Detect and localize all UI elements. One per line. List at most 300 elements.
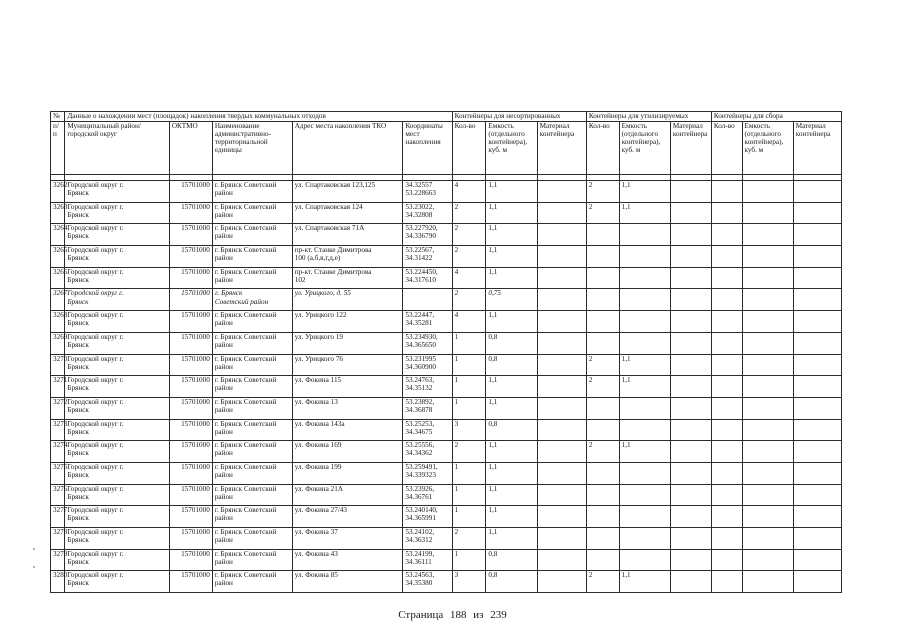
table-row xyxy=(51,419,842,441)
address-cell-line: ул. Спартаковская 71А xyxy=(294,224,365,233)
material-cell xyxy=(537,332,586,354)
row-number xyxy=(51,441,68,463)
municipal-cell-line: Брянск xyxy=(67,557,89,566)
admin-unit-cell-line: г. Брянск Советский xyxy=(214,332,277,341)
material-recycle-cell xyxy=(670,267,711,289)
address-cell-line: ул. Урицкого 76 xyxy=(294,354,344,363)
admin-unit-cell-line: район xyxy=(214,557,233,566)
capacity-collect-cell xyxy=(742,528,793,550)
address-cell xyxy=(292,202,403,224)
admin-unit-cell-line: район xyxy=(214,340,233,349)
admin-unit-cell xyxy=(212,332,292,354)
count-collect-cell xyxy=(711,549,742,571)
material-collect-cell xyxy=(793,311,841,333)
admin-unit-cell xyxy=(212,376,292,398)
count-cell-line: 1 xyxy=(454,462,459,471)
count-cell-line: 1 xyxy=(454,484,459,493)
address-cell-line: ул. Урицкого 122 xyxy=(294,311,347,320)
header-group-recycle: Контейнеры для утилизируемых xyxy=(586,112,711,122)
oktmo-cell xyxy=(169,571,212,593)
municipal-cell-line: Городской округ г. xyxy=(67,246,124,255)
municipal-cell-line: Брянск xyxy=(67,514,89,523)
count-collect-cell xyxy=(711,181,742,203)
municipal-cell-line: Брянск xyxy=(67,275,89,284)
count-cell-line: 1 xyxy=(454,397,459,406)
address-cell xyxy=(292,311,403,333)
count-cell xyxy=(452,419,486,441)
coords-cell-line: 53.224450, xyxy=(405,267,438,276)
material-cell xyxy=(537,289,586,311)
municipal-cell-line: Городской округ г. xyxy=(67,441,124,450)
oktmo-cell-line: 15701000 xyxy=(181,462,210,471)
oktmo-cell xyxy=(169,397,212,419)
admin-unit-cell-line: г. Брянск Советский xyxy=(214,181,277,189)
table-row xyxy=(51,224,842,246)
table-row xyxy=(51,506,842,528)
municipal-cell xyxy=(65,419,169,441)
oktmo-cell xyxy=(169,181,212,203)
count-cell-line: 4 xyxy=(454,267,459,276)
count-collect-cell xyxy=(711,202,742,224)
coords-cell xyxy=(403,289,452,311)
material-cell xyxy=(537,224,586,246)
row-number-line: 3276 xyxy=(53,484,68,493)
coords-cell-line: 34.34675 xyxy=(405,427,433,436)
count-recycle-cell xyxy=(586,528,619,550)
admin-unit-cell-line: район xyxy=(214,210,233,219)
coords-cell xyxy=(403,571,452,593)
material-cell xyxy=(537,441,586,463)
row-number-line: 3279 xyxy=(53,549,68,558)
capacity-cell-line: 1,1 xyxy=(488,397,498,406)
count-cell xyxy=(452,376,486,398)
oktmo-cell xyxy=(169,441,212,463)
municipal-cell-line: Городской округ г. xyxy=(67,202,124,211)
coords-cell-line: 53.227920, xyxy=(405,224,438,233)
row-number-line: 3278 xyxy=(53,528,68,536)
coords-cell xyxy=(403,246,452,268)
row-number-line: 3265 xyxy=(53,246,68,255)
material-recycle-cell xyxy=(670,289,711,311)
capacity-recycle-cell-line: 1,1 xyxy=(621,181,631,189)
count-recycle-cell-line: 2 xyxy=(588,571,593,580)
admin-unit-cell xyxy=(212,484,292,506)
count-cell xyxy=(452,202,486,224)
count-recycle-cell-line: 2 xyxy=(588,354,593,363)
address-cell-line: ул. Спартаковская 124 xyxy=(294,202,363,211)
material-cell xyxy=(537,528,586,550)
municipal-cell-line: Брянск xyxy=(67,362,89,371)
row-number xyxy=(51,202,68,224)
municipal-cell xyxy=(65,528,169,550)
address-cell xyxy=(292,419,403,441)
address-cell-line: пр-кт. Станке Димитрова xyxy=(294,246,372,255)
oktmo-cell-line: 15701000 xyxy=(181,528,210,536)
admin-unit-cell-line: г. Брянск Советский xyxy=(214,246,277,255)
row-number xyxy=(51,397,68,419)
address-cell xyxy=(292,571,403,593)
table-row xyxy=(51,549,842,571)
table-row xyxy=(51,311,842,333)
capacity-recycle-cell xyxy=(619,549,670,571)
row-number xyxy=(51,289,68,311)
coords-cell xyxy=(403,462,452,484)
coords-cell-line: 53.24563, xyxy=(405,571,435,580)
capacity-recycle-cell-line: 1,1 xyxy=(621,571,631,580)
count-collect-cell xyxy=(711,506,742,528)
material-cell xyxy=(537,202,586,224)
capacity-cell xyxy=(486,376,537,398)
capacity-cell-line: 1,1 xyxy=(488,441,498,450)
table-row xyxy=(51,484,842,506)
material-recycle-cell xyxy=(670,419,711,441)
municipal-cell xyxy=(65,571,169,593)
coords-cell-line: 34.336790 xyxy=(405,232,436,241)
row-number-line: 3262 xyxy=(53,181,68,189)
count-recycle-cell xyxy=(586,549,619,571)
coords-cell-line: 53.240140, xyxy=(405,506,438,515)
table-row xyxy=(51,332,842,354)
footer-word: Страница xyxy=(398,609,444,621)
admin-unit-cell-line: район xyxy=(214,405,233,414)
address-cell xyxy=(292,441,403,463)
material-collect-cell xyxy=(793,181,841,203)
capacity-cell-line: 1,1 xyxy=(488,506,498,515)
material-recycle-cell xyxy=(670,354,711,376)
admin-unit-cell xyxy=(212,267,292,289)
municipal-cell-line: Городской округ г. xyxy=(67,419,124,428)
oktmo-cell xyxy=(169,549,212,571)
header-group-location: Данные о нахождении мест (площадок) накопления твердых коммунальных отходов xyxy=(65,112,452,122)
capacity-cell-line: 1,1 xyxy=(488,462,498,471)
count-recycle-cell xyxy=(586,202,619,224)
capacity-recycle-cell-line: 1,1 xyxy=(621,376,631,385)
coords-cell-line: 34.36111 xyxy=(405,557,432,566)
waste-sites-table xyxy=(50,111,842,593)
material-collect-cell xyxy=(793,354,841,376)
admin-unit-cell-line: г. Брянск Советский xyxy=(214,376,277,385)
count-cell-line: 1 xyxy=(454,506,459,515)
material-cell xyxy=(537,376,586,398)
capacity-collect-cell xyxy=(742,354,793,376)
capacity-cell-line: 0,8 xyxy=(488,419,498,428)
oktmo-cell-line: 15701000 xyxy=(181,419,210,428)
municipal-cell xyxy=(65,246,169,268)
capacity-cell xyxy=(486,462,537,484)
capacity-cell xyxy=(486,571,537,593)
municipal-cell-line: Брянск xyxy=(67,340,89,349)
coords-cell-line: 34.365991 xyxy=(405,514,436,523)
material-recycle-cell xyxy=(670,441,711,463)
capacity-cell xyxy=(486,506,537,528)
material-recycle-cell xyxy=(670,311,711,333)
table-row xyxy=(51,267,842,289)
oktmo-cell xyxy=(169,224,212,246)
material-cell xyxy=(537,354,586,376)
address-cell xyxy=(292,549,403,571)
municipal-cell xyxy=(65,506,169,528)
oktmo-cell xyxy=(169,506,212,528)
header-address: Адрес места накопления ТКО xyxy=(292,122,403,175)
row-number-line: 3269 xyxy=(53,332,68,341)
municipal-cell-line: Городской округ г. xyxy=(67,332,124,341)
header-pp: п/п xyxy=(51,122,65,175)
address-cell xyxy=(292,267,403,289)
capacity-recycle-cell-line: 1,1 xyxy=(621,441,631,450)
count-recycle-cell xyxy=(586,181,619,203)
material-collect-cell xyxy=(793,549,841,571)
oktmo-cell-line: 15701000 xyxy=(181,332,210,341)
capacity-cell-line: 1,1 xyxy=(488,267,498,276)
admin-unit-cell-line: г. Брянск Советский xyxy=(214,202,277,211)
admin-unit-cell-line: г. Брянск Советский xyxy=(214,484,277,493)
count-cell xyxy=(452,246,486,268)
material-collect-cell xyxy=(793,571,841,593)
capacity-cell xyxy=(486,419,537,441)
table-row xyxy=(51,571,842,593)
oktmo-cell xyxy=(169,311,212,333)
capacity-cell-line: 0,8 xyxy=(488,354,498,363)
count-cell-line: 1 xyxy=(454,332,459,341)
header-no: № xyxy=(51,112,65,122)
count-cell-line: 2 xyxy=(454,441,459,450)
municipal-cell-line: Городской округ г. xyxy=(67,289,124,298)
header-material-recycle: Материал контейнера xyxy=(670,122,711,175)
coords-cell-line: 53.23926, xyxy=(405,484,435,493)
capacity-cell-line: 1,1 xyxy=(488,376,498,385)
capacity-collect-cell xyxy=(742,571,793,593)
capacity-cell xyxy=(486,354,537,376)
table-row xyxy=(51,376,842,398)
header-row-columns xyxy=(51,122,842,175)
oktmo-cell-line: 15701000 xyxy=(181,571,210,580)
coords-cell xyxy=(403,354,452,376)
municipal-cell xyxy=(65,397,169,419)
material-recycle-cell xyxy=(670,528,711,550)
address-cell xyxy=(292,506,403,528)
count-cell xyxy=(452,528,486,550)
admin-unit-cell xyxy=(212,289,292,311)
oktmo-cell-line: 15701000 xyxy=(181,267,210,276)
address-cell xyxy=(292,462,403,484)
coords-cell-line: 34.365650 xyxy=(405,340,436,349)
header-count: Кол-во xyxy=(452,122,486,175)
count-collect-cell xyxy=(711,224,742,246)
material-recycle-cell xyxy=(670,571,711,593)
address-cell-line: пр-кт. Станке Димитрова xyxy=(294,267,372,276)
row-number xyxy=(51,224,68,246)
capacity-cell xyxy=(486,289,537,311)
count-collect-cell xyxy=(711,462,742,484)
capacity-collect-cell xyxy=(742,549,793,571)
coords-cell-line: 53.231995 xyxy=(405,354,436,363)
count-recycle-cell-line: 2 xyxy=(588,202,593,211)
material-cell xyxy=(537,311,586,333)
count-recycle-cell-line: 2 xyxy=(588,376,593,385)
coords-cell xyxy=(403,484,452,506)
municipal-cell-line: Брянск xyxy=(67,384,89,393)
count-collect-cell xyxy=(711,441,742,463)
material-cell xyxy=(537,246,586,268)
capacity-recycle-cell xyxy=(619,419,670,441)
capacity-cell xyxy=(486,202,537,224)
municipal-cell xyxy=(65,549,169,571)
header-count-recycle: Кол-во xyxy=(586,122,619,175)
coords-cell-line: 34.35281 xyxy=(405,319,433,328)
count-recycle-cell xyxy=(586,506,619,528)
address-cell xyxy=(292,397,403,419)
row-number-line: 3266 xyxy=(53,267,68,276)
material-cell xyxy=(537,267,586,289)
material-cell xyxy=(537,181,586,203)
coords-cell xyxy=(403,419,452,441)
header-material-collect: Материал контейнера xyxy=(793,122,841,175)
municipal-cell-line: Брянск xyxy=(67,449,89,458)
row-number xyxy=(51,376,68,398)
capacity-cell xyxy=(486,311,537,333)
count-recycle-cell xyxy=(586,441,619,463)
coords-cell xyxy=(403,549,452,571)
address-cell-line: 102 xyxy=(294,275,306,284)
admin-unit-cell-line: район xyxy=(214,362,233,371)
admin-unit-cell xyxy=(212,246,292,268)
municipal-cell xyxy=(65,202,169,224)
table-row xyxy=(51,441,842,463)
admin-unit-cell xyxy=(212,528,292,550)
admin-unit-cell-line: район xyxy=(214,275,233,284)
admin-unit-cell xyxy=(212,311,292,333)
address-cell-line: ул. Урицкого 19 xyxy=(294,332,344,341)
oktmo-cell xyxy=(169,462,212,484)
count-recycle-cell xyxy=(586,462,619,484)
admin-unit-cell-line: г. Брянск Советский xyxy=(214,224,277,233)
row-number-line: 3270 xyxy=(53,354,68,363)
material-recycle-cell xyxy=(670,397,711,419)
municipal-cell-line: Городской округ г. xyxy=(67,506,124,515)
coords-cell xyxy=(403,376,452,398)
oktmo-cell xyxy=(169,332,212,354)
address-cell xyxy=(292,528,403,550)
municipal-cell-line: Городской округ г. xyxy=(67,267,124,276)
count-recycle-cell xyxy=(586,571,619,593)
admin-unit-cell-line: район xyxy=(214,254,233,263)
row-number-line: 3268 xyxy=(53,311,68,320)
capacity-cell-line: 1,1 xyxy=(488,202,498,211)
coords-cell-line: 53.25253, xyxy=(405,419,435,428)
oktmo-cell-line: 15701000 xyxy=(181,289,210,298)
municipal-cell-line: Брянск xyxy=(67,579,89,588)
municipal-cell-line: Городской округ г. xyxy=(67,354,124,363)
admin-unit-cell-line: г. Брянск Советский xyxy=(214,441,277,450)
row-number xyxy=(51,571,68,593)
material-recycle-cell xyxy=(670,181,711,203)
material-collect-cell xyxy=(793,441,841,463)
admin-unit-cell-line: район xyxy=(214,189,233,198)
coords-cell-line: 34.339323 xyxy=(405,471,436,479)
footer-of: из xyxy=(473,609,484,621)
municipal-cell xyxy=(65,311,169,333)
coords-cell-line: 34.34362 xyxy=(405,449,433,458)
coords-cell xyxy=(403,332,452,354)
municipal-cell xyxy=(65,484,169,506)
municipal-cell-line: Брянск xyxy=(67,210,89,219)
oktmo-cell-line: 15701000 xyxy=(181,397,210,406)
capacity-recycle-cell xyxy=(619,528,670,550)
capacity-recycle-cell xyxy=(619,332,670,354)
oktmo-cell xyxy=(169,484,212,506)
table-row xyxy=(51,462,842,484)
admin-unit-cell-line: район xyxy=(214,471,233,479)
row-number-line: 3280 xyxy=(53,571,68,580)
material-collect-cell xyxy=(793,397,841,419)
municipal-cell-line: Брянск xyxy=(67,427,89,436)
admin-unit-cell-line: район xyxy=(214,514,233,523)
coords-cell-line: 34.31422 xyxy=(405,254,433,263)
row-number-line: 3274 xyxy=(53,441,68,450)
capacity-recycle-cell xyxy=(619,506,670,528)
oktmo-cell-line: 15701000 xyxy=(181,376,210,385)
count-recycle-cell xyxy=(586,289,619,311)
material-cell xyxy=(537,462,586,484)
row-number-line: 3271 xyxy=(53,376,68,385)
row-number xyxy=(51,354,68,376)
oktmo-cell xyxy=(169,528,212,550)
capacity-cell xyxy=(486,441,537,463)
count-recycle-cell xyxy=(586,311,619,333)
row-number xyxy=(51,311,68,333)
row-number xyxy=(51,528,68,550)
row-number xyxy=(51,246,68,268)
count-cell-line: 2 xyxy=(454,224,459,233)
admin-unit-cell-line: район xyxy=(214,536,233,545)
admin-unit-cell-line: г. Брянск Советский xyxy=(214,549,277,558)
coords-cell-line: 53.228663 xyxy=(405,189,436,198)
coords-cell xyxy=(403,397,452,419)
count-cell xyxy=(452,462,486,484)
coords-cell-line: 34.36761 xyxy=(405,492,433,501)
capacity-cell-line: 0,8 xyxy=(488,332,498,341)
municipal-cell-line: Городской округ г. xyxy=(67,311,124,320)
municipal-cell-line: Городской округ г. xyxy=(67,181,124,189)
municipal-cell xyxy=(65,332,169,354)
material-cell xyxy=(537,484,586,506)
oktmo-cell-line: 15701000 xyxy=(181,181,210,189)
row-number xyxy=(51,267,68,289)
header-capacity-recycle: Емкость (отдельного контейнера), куб. м xyxy=(619,122,670,175)
capacity-collect-cell xyxy=(742,224,793,246)
count-recycle-cell xyxy=(586,246,619,268)
admin-unit-cell xyxy=(212,354,292,376)
capacity-cell xyxy=(486,549,537,571)
count-recycle-cell xyxy=(586,419,619,441)
capacity-cell xyxy=(486,484,537,506)
admin-unit-cell-line: г. Брянск Советский xyxy=(214,528,277,536)
admin-unit-cell xyxy=(212,397,292,419)
count-collect-cell xyxy=(711,376,742,398)
material-recycle-cell xyxy=(670,224,711,246)
admin-unit-cell xyxy=(212,571,292,593)
count-collect-cell xyxy=(711,354,742,376)
count-recycle-cell xyxy=(586,224,619,246)
capacity-recycle-cell xyxy=(619,571,670,593)
oktmo-cell-line: 15701000 xyxy=(181,441,210,450)
coords-cell xyxy=(403,267,452,289)
count-cell xyxy=(452,332,486,354)
material-recycle-cell xyxy=(670,332,711,354)
count-cell-line: 3 xyxy=(454,419,459,428)
count-collect-cell xyxy=(711,484,742,506)
municipal-cell-line: Городской округ г. xyxy=(67,484,124,493)
